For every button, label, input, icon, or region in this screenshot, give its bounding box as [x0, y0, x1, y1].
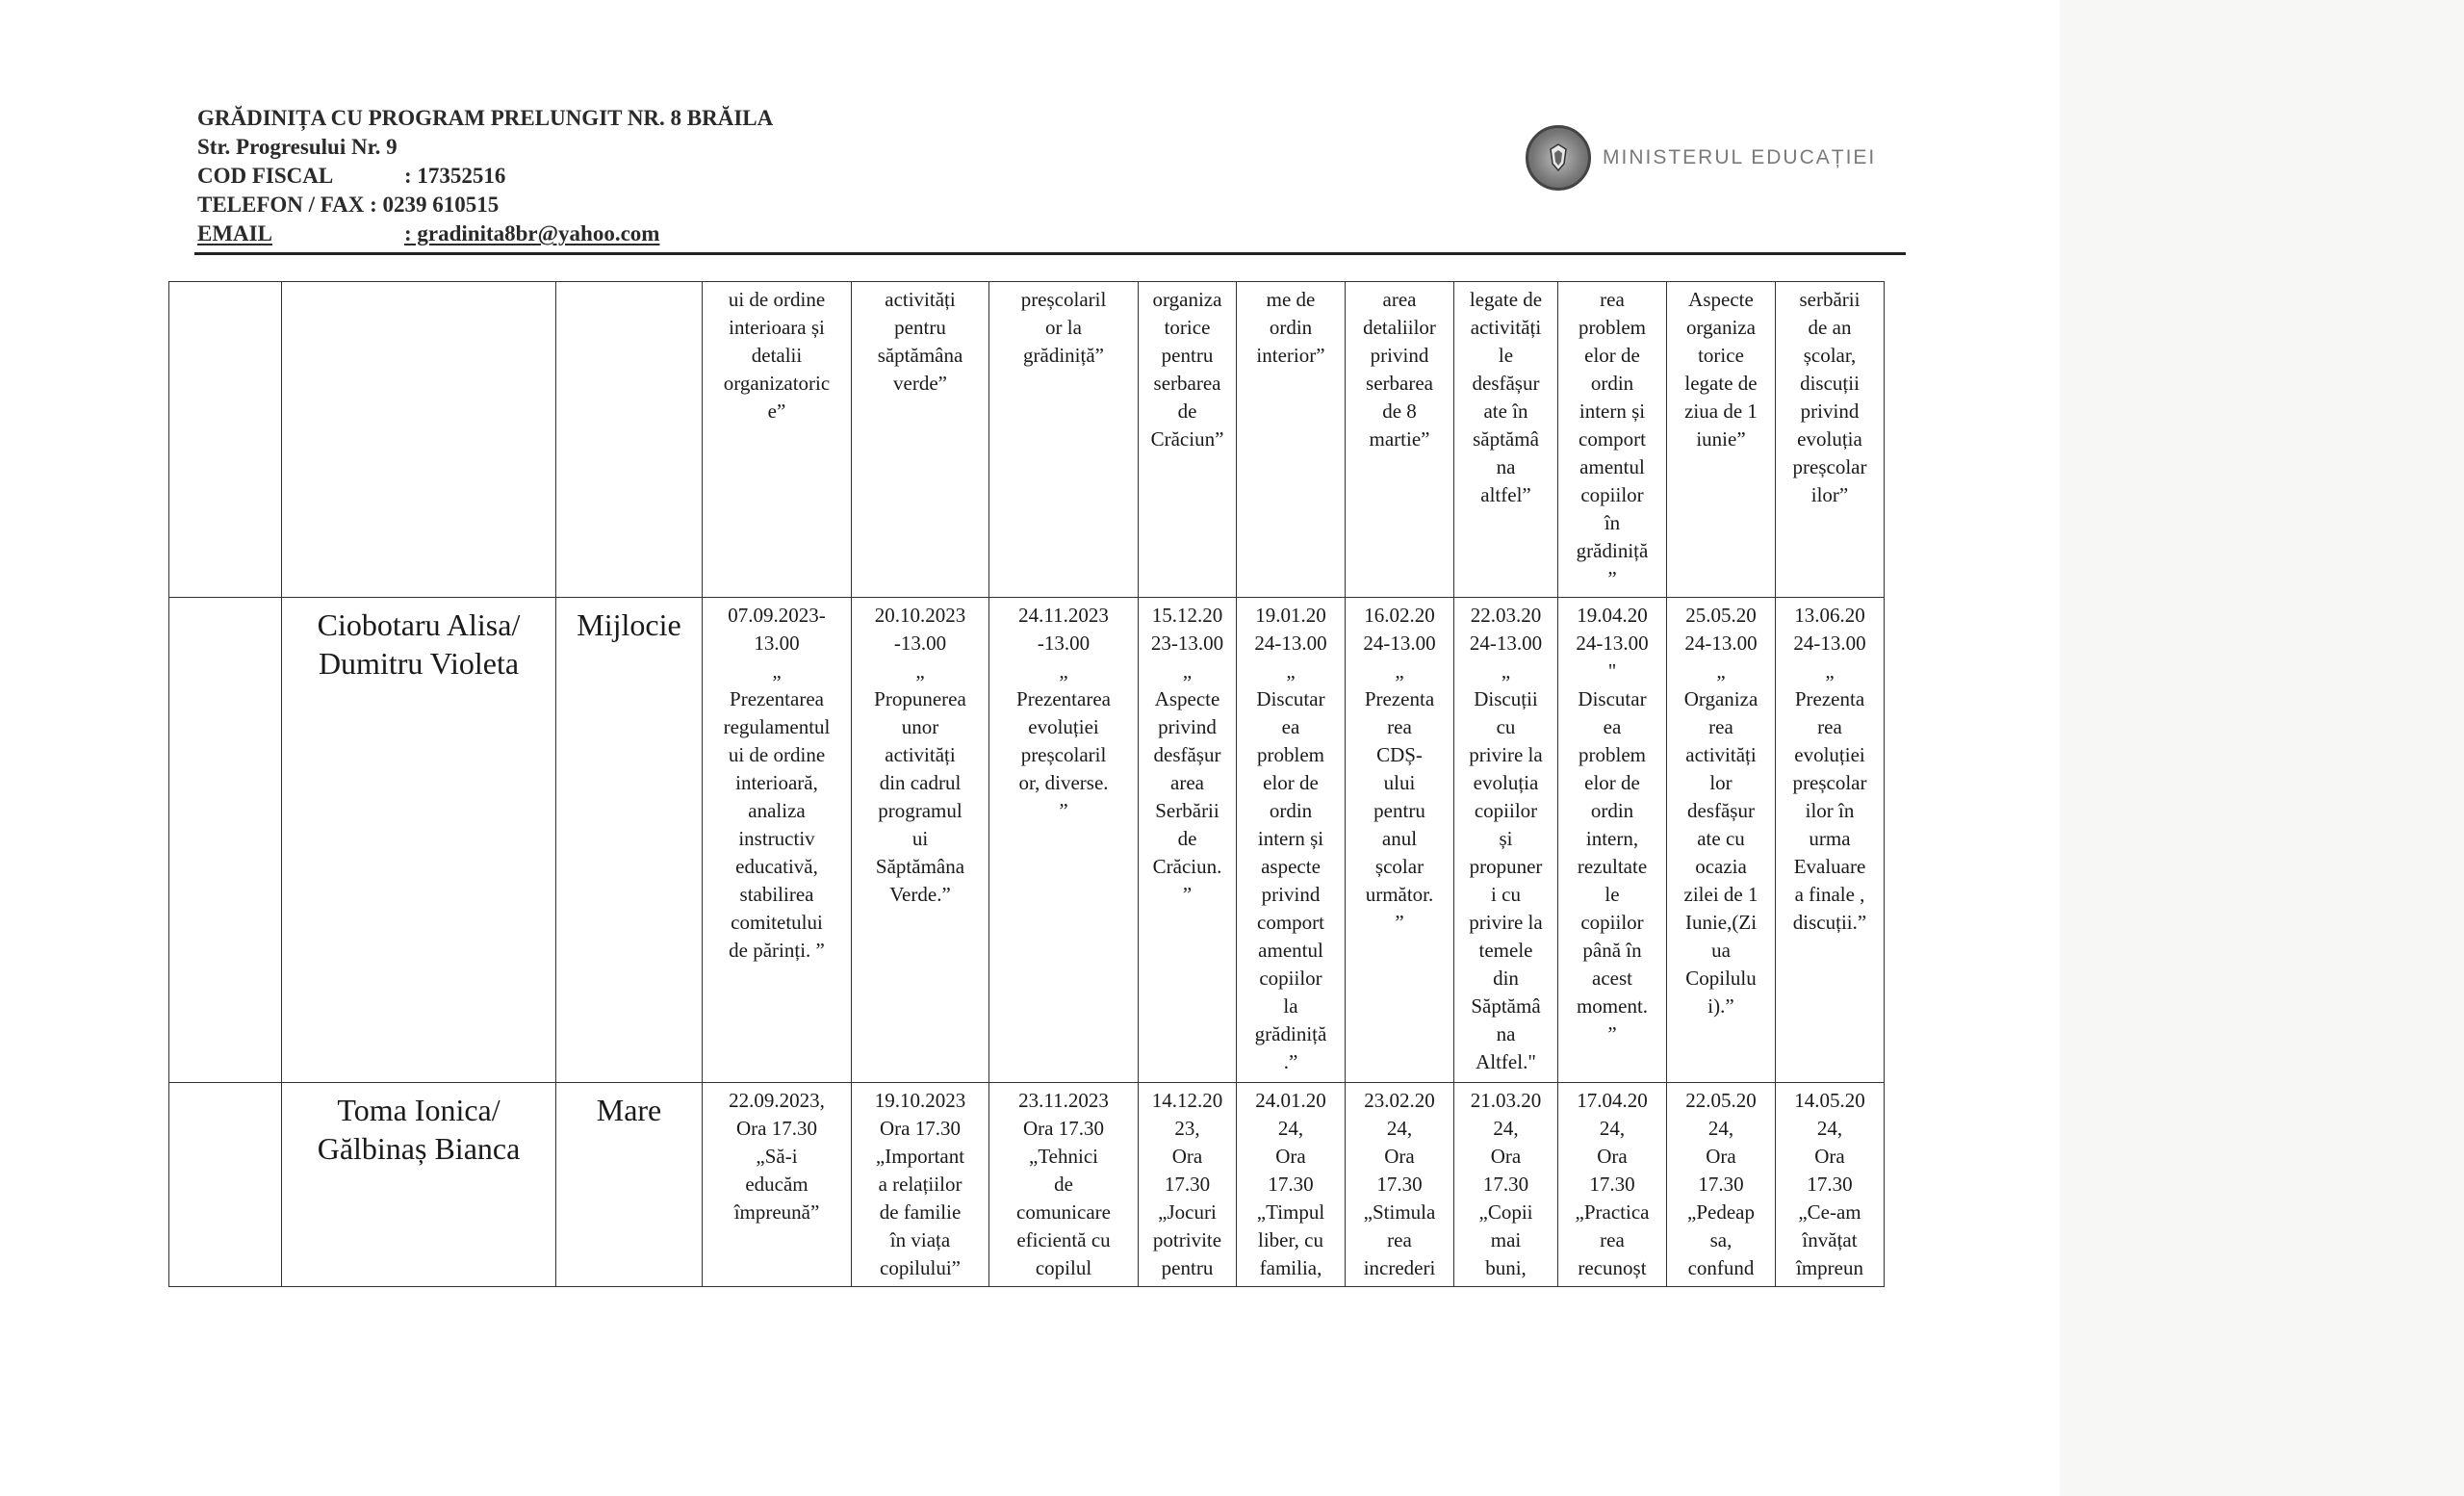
group-cell: Mare — [556, 1083, 703, 1287]
phone-label: TELEFON / FAX — [197, 193, 365, 217]
meeting-cell: me de ordin interior” — [1237, 282, 1346, 598]
meeting-schedule-table — [168, 281, 1885, 1287]
meeting-cell: Aspecte organiza torice legate de ziua de 1 iunie” — [1667, 282, 1776, 598]
meeting-cell: organiza torice pentru serbarea de Crăciun” — [1139, 282, 1237, 598]
meeting-cell: 22.09.2023, Ora 17.30 „Să-i educăm împreună” — [703, 1083, 852, 1287]
meeting-cell: 21.03.20 24, Ora 17.30 „Copii mai buni, — [1454, 1083, 1558, 1287]
institution-header — [197, 104, 773, 248]
meeting-cell: 16.02.20 24-13.00 „ Prezenta rea CDȘ- ului pentru anul școlar următor. ” — [1346, 598, 1454, 1083]
teacher-names-cell: Toma Ionica/ Gălbinaș Bianca — [282, 1083, 556, 1287]
ministry-seal-icon — [1526, 125, 1591, 191]
email-label: EMAIL — [197, 221, 272, 245]
group-cell — [556, 282, 703, 598]
meeting-cell: 22.05.20 24, Ora 17.30 „Pedeap sa, confund — [1667, 1083, 1776, 1287]
email-value: : gradinita8br@yahoo.com — [404, 221, 660, 245]
blank-cell — [169, 1083, 282, 1287]
meeting-cell: preșcolaril or la grădiniță” — [989, 282, 1139, 598]
meeting-cell: 15.12.20 23-13.00 „ Aspecte privind desfășur area Serbării de Crăciun. ” — [1139, 598, 1237, 1083]
meeting-cell: 19.10.2023 Ora 17.30 „Important a relațiilor de familie în viața copilului” — [852, 1083, 989, 1287]
table-row — [169, 1083, 1885, 1287]
street-address: Str. Progresului Nr. 9 — [197, 135, 398, 159]
meeting-cell: ui de ordine interioara și detalii organizatoric e” — [703, 282, 852, 598]
meeting-cell: 13.06.20 24-13.00 „ Prezenta rea evoluției preșcolar ilor în urma Evaluare a finale , discuții.” — [1776, 598, 1885, 1083]
institution-name: GRĂDINIȚA CU PROGRAM PRELUNGIT NR. 8 BRĂILA — [197, 106, 774, 130]
meeting-cell: activități pentru săptămâna verde” — [852, 282, 989, 598]
blank-cell — [169, 598, 282, 1083]
fiscal-label: COD FISCAL — [197, 164, 334, 188]
blank-cell — [169, 282, 282, 598]
header-divider — [194, 252, 1906, 255]
table-row — [169, 282, 1885, 598]
meeting-cell: 23.02.20 24, Ora 17.30 „Stimula rea increderi — [1346, 1083, 1454, 1287]
meeting-cell: 20.10.2023 -13.00 „ Propunerea unor activități din cadrul programul ui Săptămâna Verde.” — [852, 598, 989, 1083]
meeting-cell: 14.12.20 23, Ora 17.30 „Jocuri potrivite pentru — [1139, 1083, 1237, 1287]
ministry-name: MINISTERUL EDUCAȚIEI — [1603, 146, 1877, 168]
ministry-logo — [1526, 125, 1876, 191]
teacher-names-cell — [282, 282, 556, 598]
table-row — [169, 598, 1885, 1083]
meeting-cell: 25.05.20 24-13.00 „ Organiza rea activități lor desfășur ate cu ocazia zilei de 1 Iunie,(Zi ua Copilulu i).” — [1667, 598, 1776, 1083]
meeting-cell: 17.04.20 24, Ora 17.30 „Practica rea recunoșt — [1558, 1083, 1667, 1287]
meeting-cell: 14.05.20 24, Ora 17.30 „Ce-am învățat împreun — [1776, 1083, 1885, 1287]
meeting-cell: serbării de an școlar, discuții privind evoluția preșcolar ilor” — [1776, 282, 1885, 598]
meeting-cell: 24.11.2023 -13.00 „ Prezentarea evoluției preșcolaril or, diverse. ” — [989, 598, 1139, 1083]
meeting-cell: 19.04.20 24-13.00 " Discutar ea problem elor de ordin intern, rezultate le copiilor până în acest moment. ” — [1558, 598, 1667, 1083]
meeting-cell: 07.09.2023- 13.00 „ Prezentarea regulamentul ui de ordine interioară, analiza instructiv educativă, stabilirea comitetului de părinți. ” — [703, 598, 852, 1083]
phone-value: : 0239 610515 — [370, 193, 500, 217]
meeting-cell: 19.01.20 24-13.00 „ Discutar ea problem elor de ordin intern și aspecte privind comport amentul copiilor la grădiniță .” — [1237, 598, 1346, 1083]
group-cell: Mijlocie — [556, 598, 703, 1083]
fiscal-value: : 17352516 — [404, 164, 506, 188]
meeting-cell: legate de activități le desfășur ate în săptămâ na altfel” — [1454, 282, 1558, 598]
meeting-cell: rea problem elor de ordin intern și comport amentul copiilor în grădiniță ” — [1558, 282, 1667, 598]
meeting-cell: area detaliilor privind serbarea de 8 martie” — [1346, 282, 1454, 598]
meeting-cell: 24.01.20 24, Ora 17.30 „Timpul liber, cu familia, — [1237, 1083, 1346, 1287]
meeting-cell: 22.03.20 24-13.00 „ Discuții cu privire la evoluția copiilor și propuner i cu privire la temele din Săptămâ na Altfel." — [1454, 598, 1558, 1083]
teacher-names-cell: Ciobotaru Alisa/ Dumitru Violeta — [282, 598, 556, 1083]
meeting-cell: 23.11.2023 Ora 17.30 „Tehnici de comunicare eficientă cu copilul — [989, 1083, 1139, 1287]
